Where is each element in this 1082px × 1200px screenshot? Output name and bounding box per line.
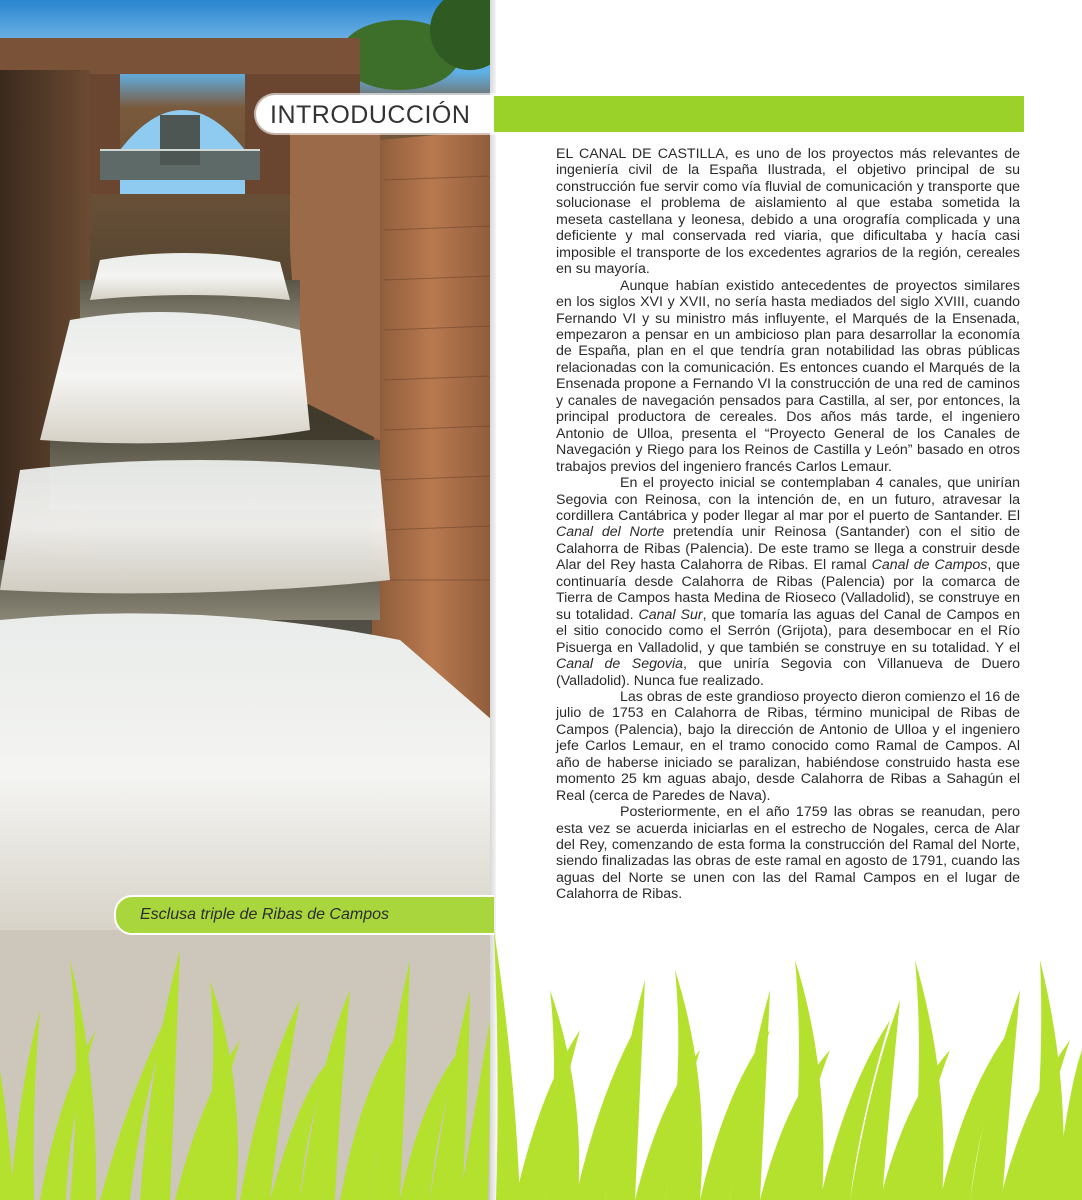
paragraph-reanudacion: Posteriormente, en el año 1759 las obras se reanudan, pero esta vez se acuerda iniciarlas en el estrecho de Nogales, cerca de Alar del Rey, comenzando de esta forma la construcción del Ramal del Norte, siendo finalizadas las obras de este ramal en agosto de 1791, cuando las aguas del Norte se unen con las del Ramal Campos en el lugar de Calahorra de Ribas. [556,804,1020,903]
canal-name: Canal del Norte [556,524,665,541]
paragraph-antecedentes: Aunque habían existido antecedentes de proyectos similares en los siglos XVI y XVII, no sería hasta mediados del siglo XVIII, cuando Fernando VI y su ministro más influyente, el Marqués de la Ensenada, empezaron a pensar en un ambicioso plan para desarrollar la economía de España, plan en el que tendría gran notabilidad las obras públicas relacionadas con la comunicación. Es entonces cuando el Marqués de la Ensenada propone a Fernando VI la construcción de una red de caminos y canales de navegación pensados para Castilla, al ser, por entonces, la principal productora de cereales. Dos años más tarde, el ingeniero Antonio de Ulloa, presenta el “Proyecto General de los Canales de Navegación y Riego para los Reinos de Castilla y León” basado en otros trabajos previos del ingeniero francés Carlos Lemaur. [556,277,1020,475]
canal-name: Canal de Campos [871,557,988,574]
canal-name: Canal de Segovia [556,656,684,673]
text-run: , que tomaría las aguas del Canal de Campos en el sitio conocido como el Serrón (Grijota), para desembocar en el Río Pisuerga en Valladolid, y que también se construye en su totalidad. Y el [556,606,1021,656]
paragraph-intro: EL CANAL DE CASTILLA, es uno de los proyectos más relevantes de ingeniería civil de la España Ilustrada, el objetivo principal de su construcción fue servir como vía fluvial de comunicación y transporte que solucionase el problema de aislamiento al que estaba sometida la meseta castellana y leonesa, debido a una orografía complicada y una deficiente y mal conservada red viaria, que dificultaba y hacía casi imposible el transporte de los excedentes agrarios de la región, cereales en su mayoría. [556,146,1020,278]
grass-decoration [0,920,1082,1200]
canal-name: Canal Sur [638,606,703,623]
article-body [556,146,1020,903]
photo-caption: Esclusa triple de Ribas de Campos [140,906,390,923]
title-bar [494,96,1024,132]
text-run: pretendía unir Reinosa (Santander) con el sitio de Calahorra de Ribas (Palencia). De este tramo se llega a construir desde Alar del Rey hasta Calahorra de Ribas. El ramal [556,524,1020,574]
text-run: , que uniría Segovia con Villanueva de Duero (Valladolid). Nunca fue realizado. [556,656,1020,689]
paragraph-obras: Las obras de este grandioso proyecto dieron comienzo el 16 de julio de 1753 en Calahorra de Ribas, término municipal de Ribas de Campos (Palencia), bajo la dirección de Antonio de Ulloa y el ingeniero jefe Carlos Lemaur, en el tramo conocido como Ramal de Campos. Al año de haberse iniciado se paralizan, habiéndose construido hasta ese momento 25 km aguas abajo, desde Calahorra de Ribas a Sahagún el Real (cerca de Paredes de Nava). [556,688,1020,804]
text-run: En el proyecto inicial se contemplaban 4 canales, que unirían Segovia con Reinosa, con la intención de, en un futuro, atravesar la cordillera Cantábrica y poder llegar al mar por el puerto de Santander. El [556,475,1020,524]
section-title: INTRODUCCIÓN [270,101,471,129]
text-run: , que continuaría desde Calahorra de Ribas (Palencia) por la comarca de Tierra de Campos hasta Medina de Rioseco (Valladolid), se construye en su totalidad. [556,557,1020,623]
paragraph-canales [556,475,1020,689]
